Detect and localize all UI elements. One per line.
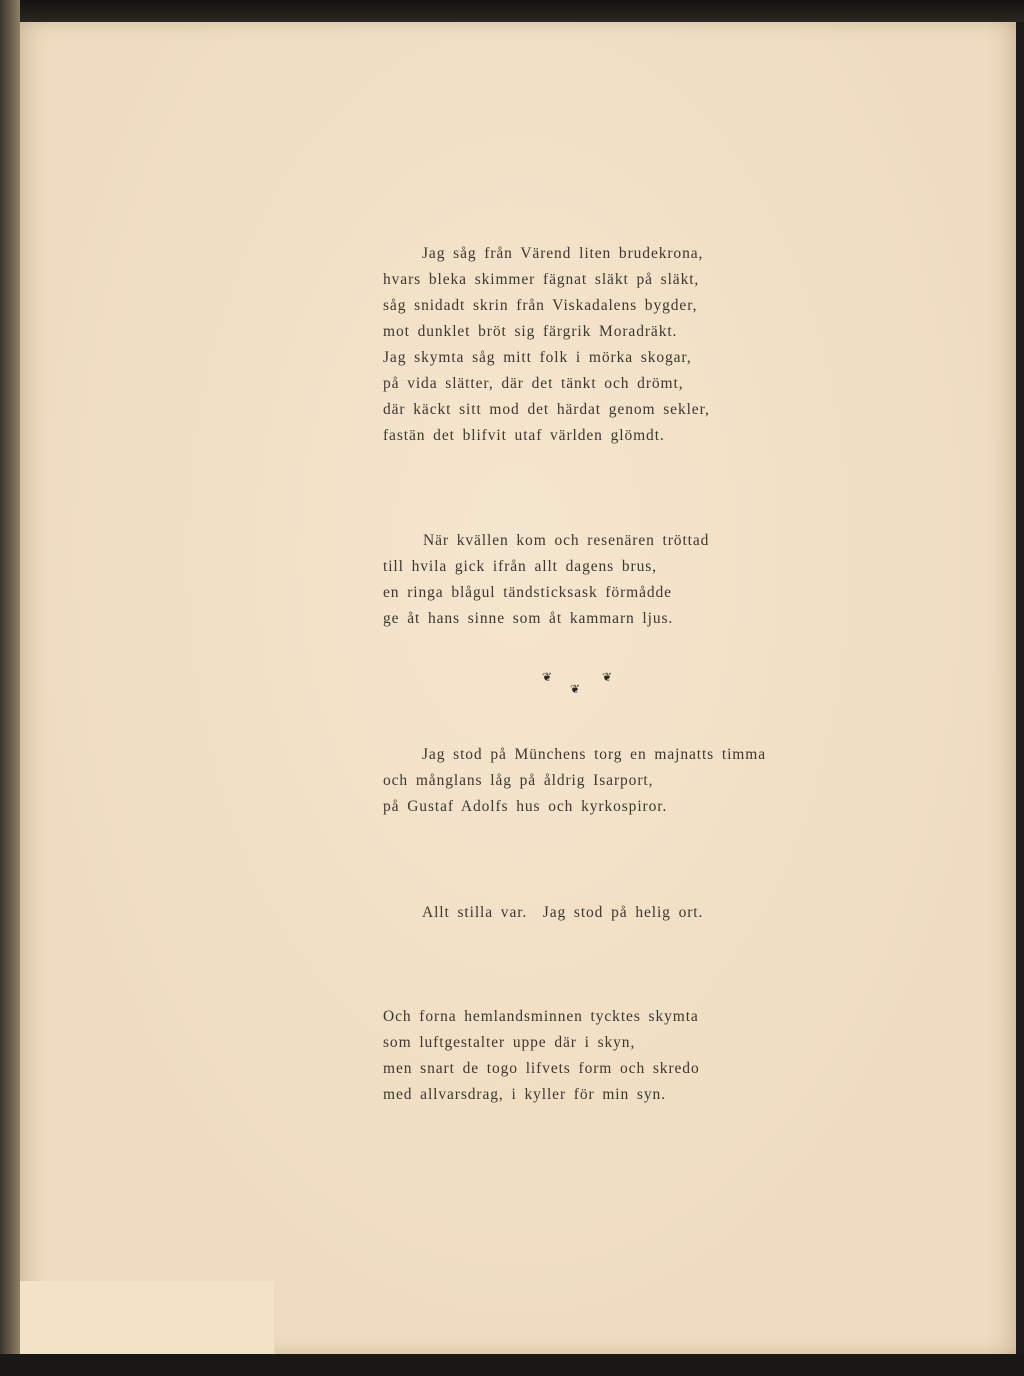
poem-line: till hvila gick ifrån allt dagens brus, [383, 558, 657, 575]
stanza-hemland [383, 1004, 700, 1108]
scan-left-border [0, 0, 20, 1376]
poem-line: Jag stod på Münchens torg en majnatts timma [422, 746, 766, 763]
stanza-varend [383, 241, 710, 449]
poem-line: fastän det blifvit utaf världen glömdt. [383, 427, 665, 444]
poem-line: en ringa blågul tändsticksask förmådde [383, 584, 672, 601]
poem-line: Jag skymta såg mitt folk i mörka skogar, [383, 349, 692, 366]
stanza-stilla [422, 900, 703, 926]
poem-line: på vida slätter, där det tänkt och drömt, [383, 375, 684, 392]
poem-line: men snart de togo lifvets form och skredo [383, 1060, 700, 1077]
section-ornament [536, 668, 616, 708]
fleuron-icon: ❦ [542, 670, 553, 684]
stanza-kvallen [383, 528, 709, 632]
poem-line: När kvällen kom och resenären tröttad [423, 532, 710, 549]
poem-line: på Gustaf Adolfs hus och kyrkospiror. [383, 798, 668, 815]
fleuron-icon: ❦ [570, 682, 581, 696]
poem-line: mot dunklet bröt sig färgrik Moradräkt. [383, 323, 678, 340]
poem-line: såg snidadt skrin från Viskadalens bygder, [383, 297, 698, 314]
poem-line: och månglans låg på åldrig Isarport, [383, 772, 654, 789]
paper-patch [20, 1281, 274, 1354]
poem-line: som luftgestalter uppe där i skyn, [383, 1034, 636, 1051]
poem-line: hvars bleka skimmer fägnat släkt på släkt, [383, 271, 700, 288]
poem-line: Och forna hemlandsminnen tycktes skymta [383, 1008, 699, 1025]
fleuron-icon: ❦ [602, 670, 613, 684]
paper-page [20, 22, 1016, 1354]
stanza-munchen [383, 742, 766, 820]
scan-bottom-border [0, 1354, 1024, 1376]
poem-line: där käckt sitt mod det härdat genom sekler, [383, 401, 710, 418]
poem-line: med allvarsdrag, i kyller för min syn. [383, 1086, 666, 1103]
poem-line: ge åt hans sinne som åt kammarn ljus. [383, 610, 674, 627]
poem-line: Allt stilla var. Jag stod på helig ort. [422, 904, 704, 921]
scan-top-border [0, 0, 1024, 22]
poem-line: Jag såg från Värend liten brudekrona, [422, 245, 704, 262]
